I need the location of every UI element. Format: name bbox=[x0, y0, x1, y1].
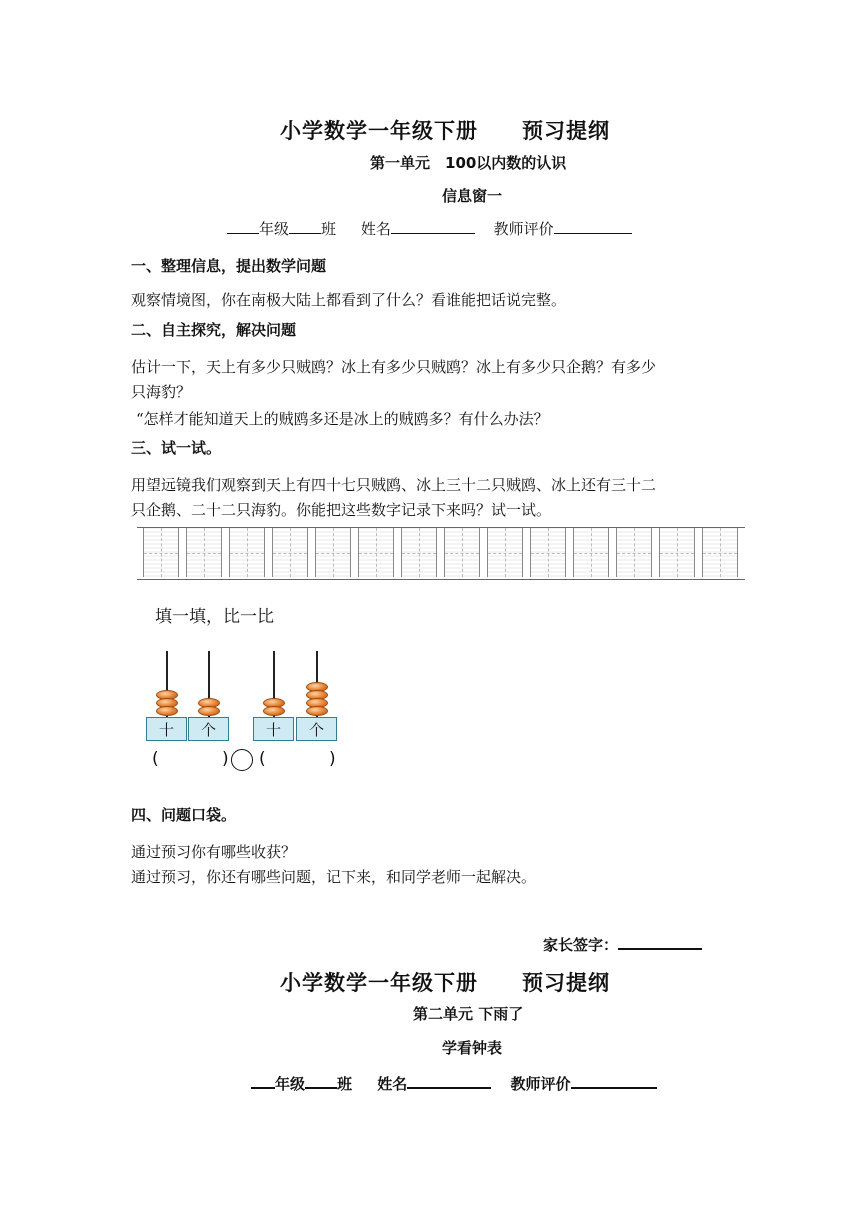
name-blank[interactable] bbox=[391, 218, 475, 234]
grid-cell[interactable] bbox=[530, 528, 566, 577]
writing-grid[interactable] bbox=[137, 527, 745, 580]
parent-signature-blank[interactable] bbox=[618, 933, 702, 950]
paragraph-3b: 只企鹅、二十二只海豹。你能把这些数字记录下来吗？试一试。 bbox=[131, 501, 552, 519]
heading-2: 二、自主探究，解决问题 bbox=[131, 321, 297, 339]
compare-circle[interactable] bbox=[231, 749, 253, 771]
section-title: 信息窗一 bbox=[442, 187, 503, 205]
bead-icon bbox=[198, 706, 220, 716]
grid-cell[interactable] bbox=[573, 528, 609, 577]
name-label: 姓名 bbox=[360, 220, 391, 238]
class-label: 班 bbox=[337, 1075, 353, 1093]
grid-cell[interactable] bbox=[186, 528, 222, 577]
paragraph-4a: 通过预习你有哪些收获？ bbox=[131, 843, 297, 861]
grid-cell[interactable] bbox=[616, 528, 652, 577]
grid-cell[interactable] bbox=[444, 528, 480, 577]
paren-right-open: ( bbox=[259, 749, 266, 769]
tens-label: 十 bbox=[253, 717, 294, 741]
eval-blank[interactable] bbox=[571, 1072, 657, 1089]
paragraph-2c: “怎样才能知道天上的贼鸥多还是冰上的贼鸥多？有什么办法？ bbox=[136, 410, 549, 428]
student-info-line bbox=[227, 218, 632, 239]
grid-cell[interactable] bbox=[315, 528, 351, 577]
paragraph-2a: 估计一下，天上有多少只贼鸥？冰上有多少只贼鸥？冰上有多少只企鹅？有多少 bbox=[131, 358, 657, 376]
tens-label: 十 bbox=[146, 717, 187, 741]
class-blank[interactable] bbox=[289, 218, 321, 234]
grid-cell[interactable] bbox=[272, 528, 308, 577]
grid-cell[interactable] bbox=[702, 528, 738, 577]
heading-4: 四、问题口袋。 bbox=[131, 806, 237, 824]
page-title: 小学数学一年级下册 预习提纲 bbox=[280, 119, 610, 143]
class-label: 班 bbox=[321, 220, 337, 238]
heading-3: 三、试一试。 bbox=[131, 439, 222, 457]
unit-title: 第一单元 100以内数的认识 bbox=[370, 154, 567, 172]
bead-icon bbox=[306, 706, 328, 716]
grid-cell[interactable] bbox=[229, 528, 265, 577]
name-blank[interactable] bbox=[407, 1072, 491, 1089]
eval-label: 教师评价 bbox=[510, 1075, 571, 1093]
bead-icon bbox=[156, 706, 178, 716]
page2-unit-title: 第二单元 下雨了 bbox=[413, 1005, 524, 1023]
ones-label: 个 bbox=[188, 717, 229, 741]
page2-student-info-line bbox=[251, 1072, 657, 1094]
grade-blank[interactable] bbox=[227, 218, 259, 234]
grid-cell[interactable] bbox=[659, 528, 695, 577]
paren-right-close: ) bbox=[329, 749, 336, 769]
eval-blank[interactable] bbox=[554, 218, 632, 234]
name-label: 姓名 bbox=[377, 1075, 408, 1093]
paragraph-1: 观察情境图，你在南极大陆上都看到了什么？看谁能把话说完整。 bbox=[131, 291, 567, 309]
class-blank[interactable] bbox=[305, 1072, 337, 1089]
paragraph-4b: 通过预习，你还有哪些问题，记下来，和同学老师一起解决。 bbox=[131, 868, 537, 886]
page2-title: 小学数学一年级下册 预习提纲 bbox=[280, 971, 610, 995]
parent-signature-label: 家长签字： bbox=[543, 936, 619, 954]
paragraph-2b: 只海豹？ bbox=[131, 383, 192, 401]
paren-left-close: ) bbox=[222, 749, 229, 769]
heading-1: 一、整理信息，提出数学问题 bbox=[131, 257, 327, 275]
fill-compare-title: 填一填，比一比 bbox=[155, 607, 274, 627]
ones-label: 个 bbox=[296, 717, 337, 741]
grid-cell[interactable] bbox=[358, 528, 394, 577]
grade-blank[interactable] bbox=[251, 1072, 275, 1089]
bead-icon bbox=[263, 706, 285, 716]
eval-label: 教师评价 bbox=[493, 220, 554, 238]
grade-label: 年级 bbox=[259, 220, 290, 238]
grid-cell[interactable] bbox=[143, 528, 179, 577]
page2-section-title: 学看钟表 bbox=[442, 1039, 503, 1057]
paren-left-open: ( bbox=[152, 749, 159, 769]
paragraph-3a: 用望远镜我们观察到天上有四十七只贼鸥、冰上三十二只贼鸥、冰上还有三十二 bbox=[131, 476, 657, 494]
parent-signature bbox=[543, 933, 702, 955]
grid-cell[interactable] bbox=[487, 528, 523, 577]
grade-label: 年级 bbox=[275, 1075, 306, 1093]
grid-cell[interactable] bbox=[401, 528, 437, 577]
